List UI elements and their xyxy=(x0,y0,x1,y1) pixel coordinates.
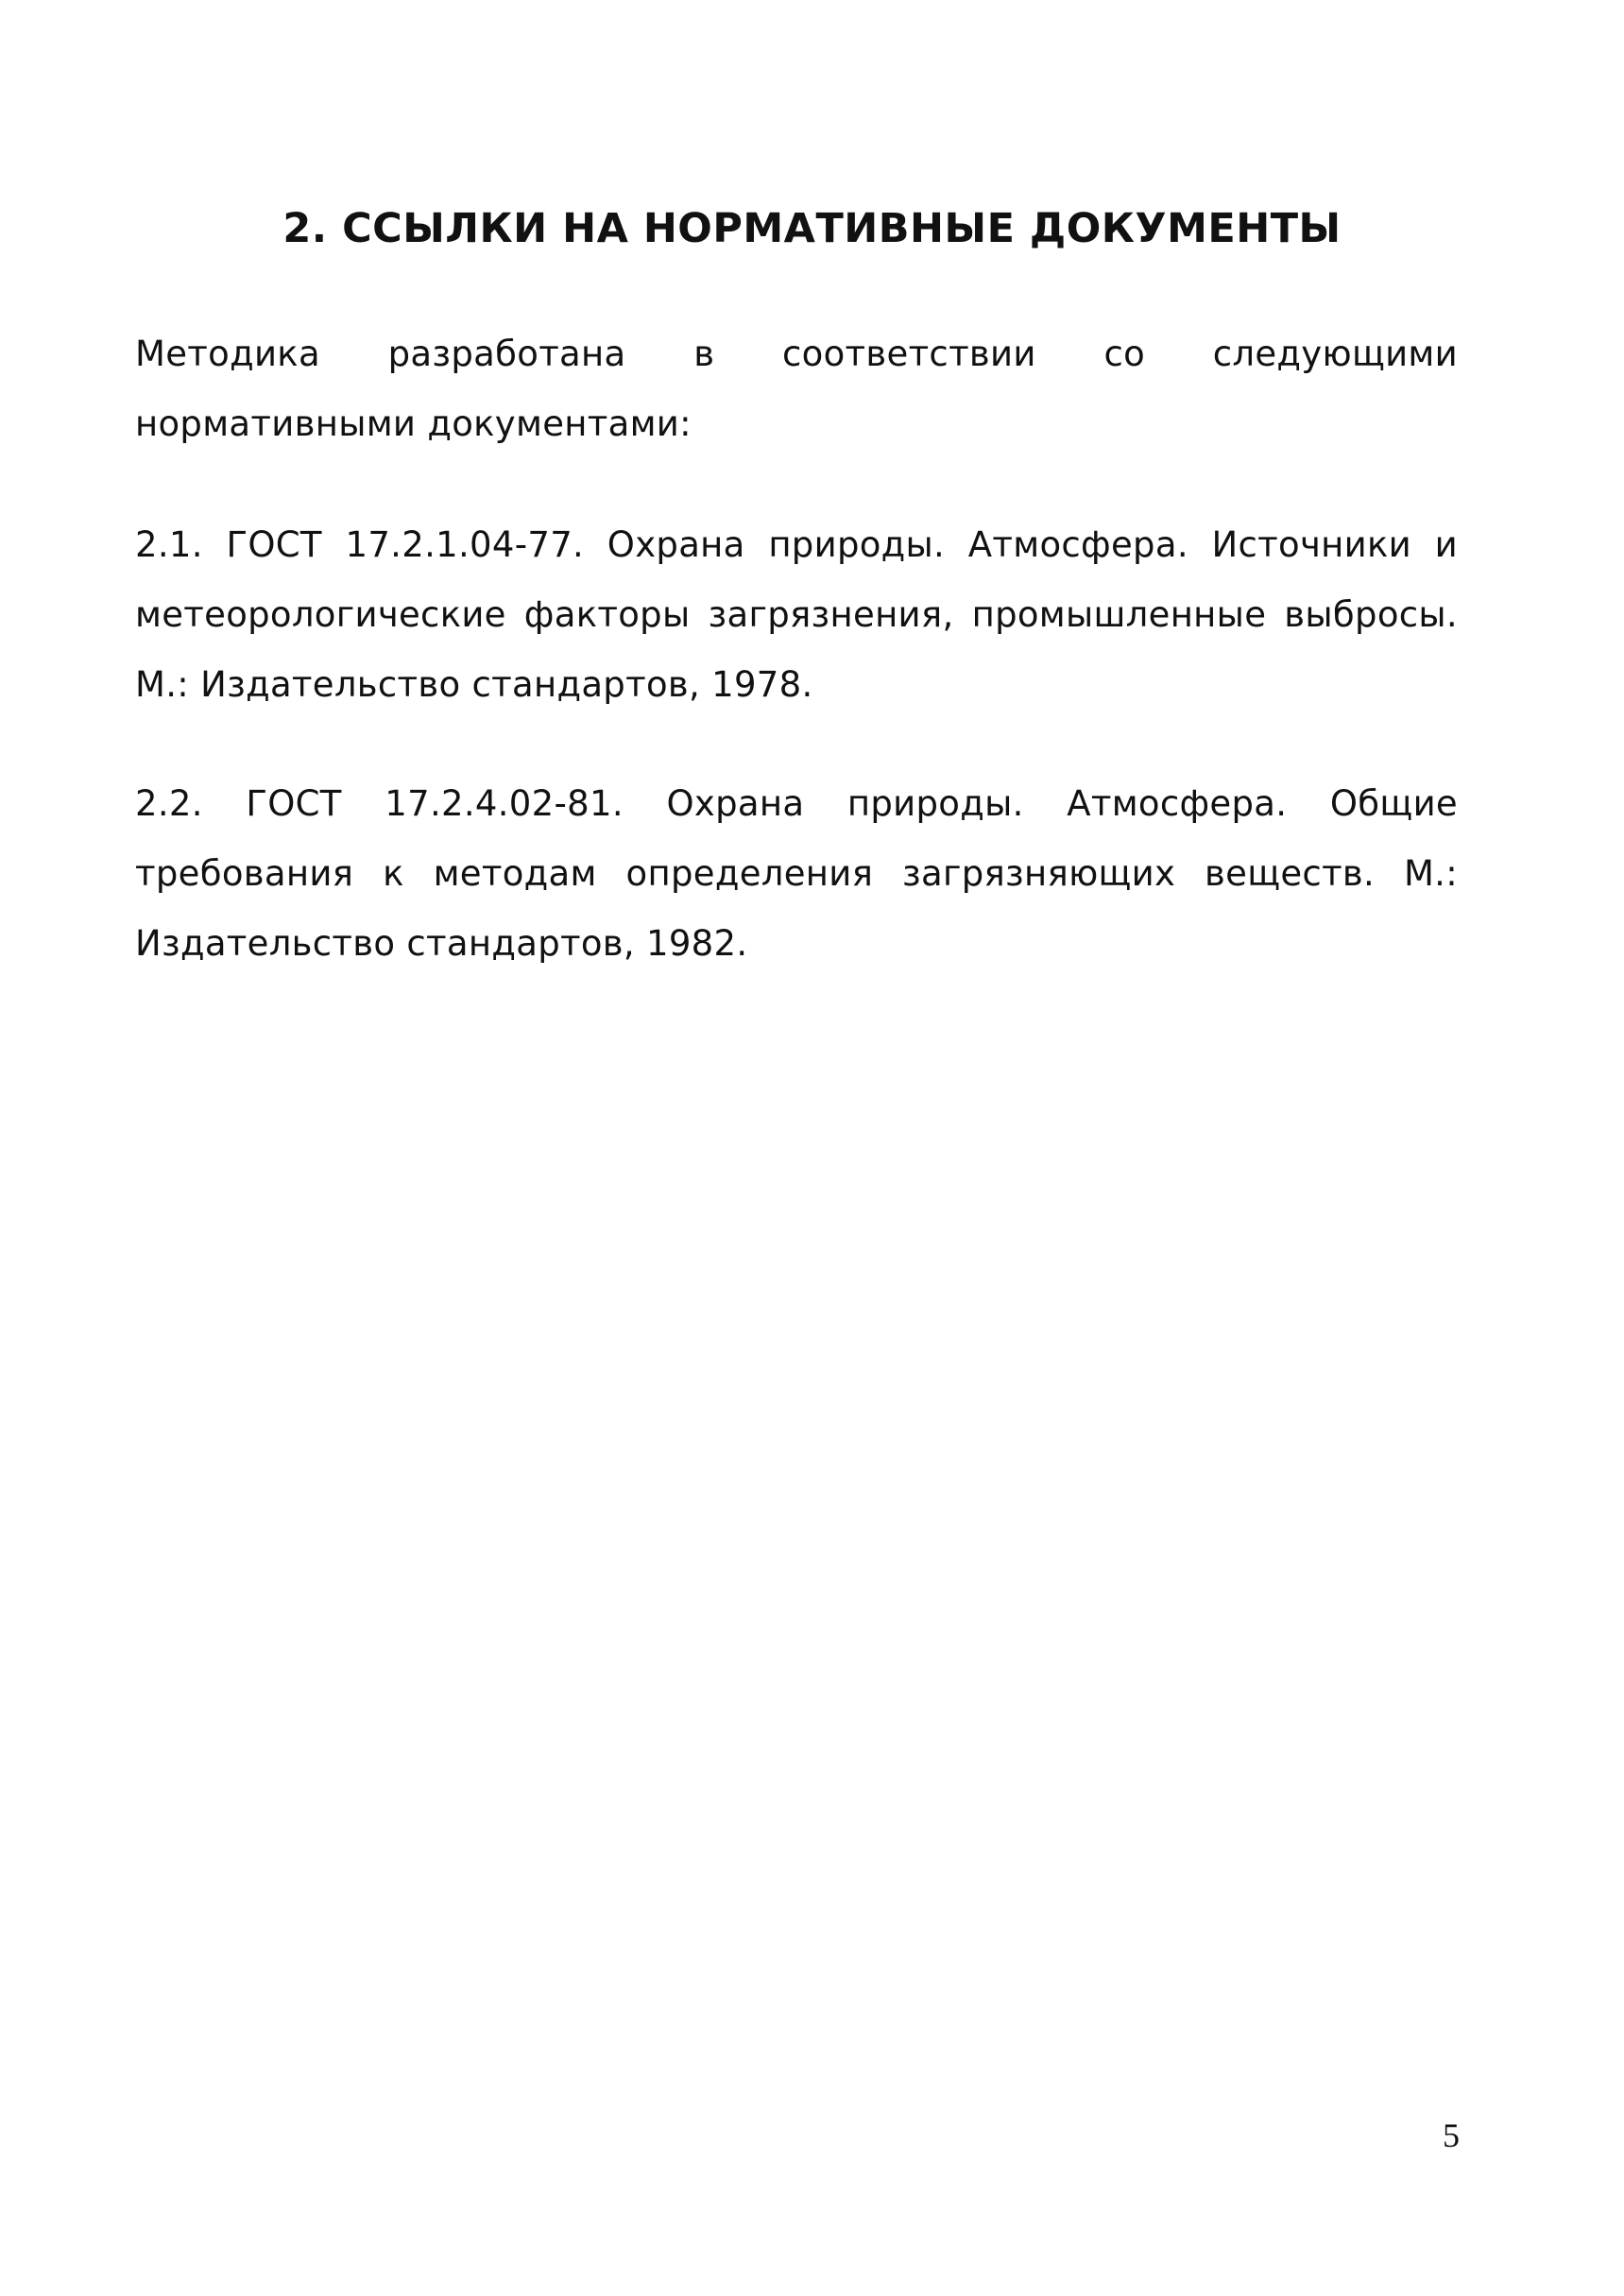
intro-paragraph: Методика разработана в соответствии со следующими нормативными документами: xyxy=(135,334,1458,444)
section-title: 2. ССЫЛКИ НА НОРМАТИВНЫЕ ДОКУМЕНТЫ xyxy=(282,205,1342,252)
reference-item: 2.2. ГОСТ 17.2.4.02-81. Охрана природы. Атмосфера. Общие требования к методам определения загрязняющих веществ. М.: Издательство стандартов, 1982. xyxy=(135,783,1458,964)
page-number: 5 xyxy=(1443,2116,1460,2154)
reference-item: 2.1. ГОСТ 17.2.1.04-77. Охрана природы. Атмосфера. Источники и метеорологические факторы загрязнения, промышленные выбросы. М.: Издательство стандартов, 1978. xyxy=(135,524,1458,705)
